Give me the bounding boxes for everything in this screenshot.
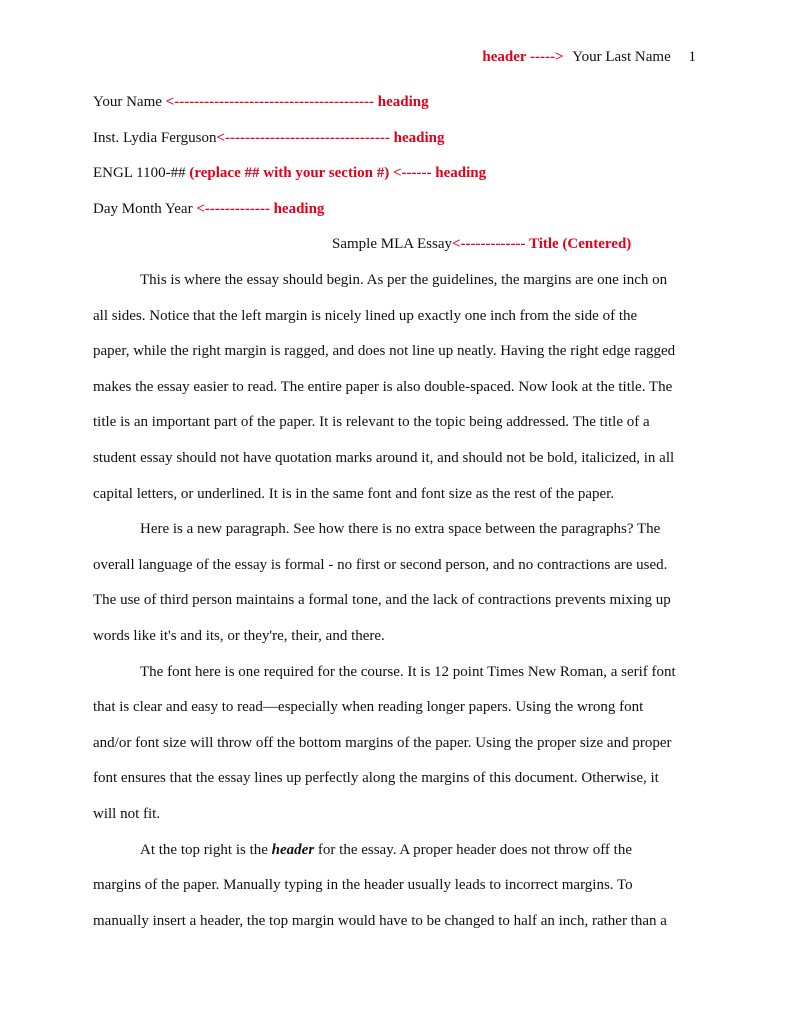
- body-line: The use of third person maintains a formal tone, and the lack of contractions prevents mixing up: [93, 592, 671, 609]
- heading-text: Inst. Lydia Ferguson: [93, 130, 217, 146]
- body-line: makes the essay easier to read. The entire paper is also double-spaced. Now look at the title. The: [93, 378, 673, 395]
- heading-text: Day Month Year: [93, 201, 197, 217]
- body-line: and/or font size will throw off the bottom margins of the paper. Using the proper size and proper: [93, 734, 672, 751]
- body-line: margins of the paper. Manually typing in the header usually leads to incorrect margins. To: [93, 877, 633, 894]
- title-annotation: <------------- Title (Centered): [452, 236, 632, 252]
- header-emphasis: header: [271, 841, 315, 858]
- running-header: [482, 48, 696, 66]
- heading-text: ENGL 1100-##: [93, 165, 190, 181]
- heading-text: Your Name: [93, 94, 166, 110]
- body-line: This is where the essay should begin. As per the guidelines, the margins are one inch on: [140, 272, 668, 288]
- essay-title: [0, 235, 790, 253]
- title-text: Sample MLA Essay: [332, 236, 452, 252]
- body-text-run: At the top right is the: [140, 841, 272, 858]
- body-line: paper, while the right margin is ragged, and does not line up neatly. Having the right edge ragged: [93, 343, 676, 360]
- heading-instructor: [93, 129, 444, 147]
- body-line: overall language of the essay is formal - no first or second person, and no contractions are used.: [93, 556, 668, 573]
- heading-annotation: <------------- heading: [196, 201, 325, 217]
- body-line: title is an important part of the paper. It is relevant to the topic being addressed. The title of a: [93, 414, 650, 431]
- page-number: 1: [688, 49, 696, 65]
- body-line: that is clear and easy to read—especially when reading longer papers. Using the wrong font: [93, 699, 644, 716]
- heading-name: [93, 93, 429, 111]
- header-last-name: Your Last Name: [572, 49, 671, 65]
- heading-annotation: <---------------------------------------- heading: [165, 94, 429, 110]
- body-line: all sides. Notice that the left margin is nicely lined up exactly one inch from the side of the: [93, 307, 638, 324]
- body-line: will not fit.: [93, 805, 161, 822]
- body-line: [93, 841, 698, 877]
- body-line: student essay should not have quotation marks around it, and should not be bold, italicized, in all: [93, 449, 675, 466]
- header-annotation: header ----->: [482, 49, 564, 65]
- essay-body: [93, 271, 698, 947]
- body-text-run: for the essay. A proper header does not throw off the: [314, 841, 632, 858]
- heading-annotation: <--------------------------------- heading: [216, 130, 445, 146]
- body-line: capital letters, or underlined. It is in the same font and font size as the rest of the paper.: [93, 485, 615, 502]
- body-line: font ensures that the essay lines up perfectly along the margins of this document. Otherwise, it: [93, 770, 659, 787]
- heading-course: [93, 164, 486, 182]
- heading-date: [93, 200, 324, 218]
- body-line: words like it's and its, or they're, their, and there.: [93, 627, 385, 644]
- body-line: manually insert a header, the top margin would have to be changed to half an inch, rather than a: [93, 912, 667, 929]
- heading-annotation: (replace ## with your section #) <------ heading: [189, 165, 487, 181]
- body-line: The font here is one required for the course. It is 12 point Times New Roman, a serif font: [140, 663, 676, 680]
- body-line: Here is a new paragraph. See how there is no extra space between the paragraphs? The: [140, 521, 661, 538]
